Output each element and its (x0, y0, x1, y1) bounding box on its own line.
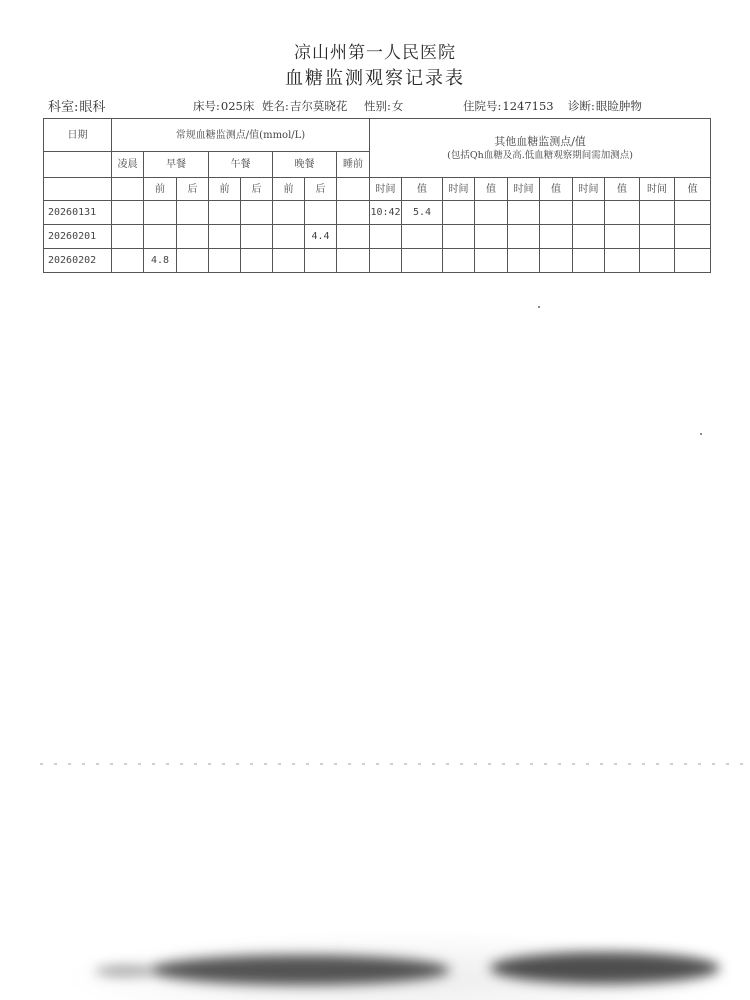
scan-speck (538, 306, 540, 308)
other-time-header-5: 时间 (640, 178, 675, 201)
diagnosis-value: 眼睑肿物 (595, 99, 642, 113)
other-time-cell (443, 201, 475, 225)
admission-value: 1247153 (502, 99, 554, 113)
routine-value-cell (209, 201, 241, 225)
other-value-cell (402, 249, 443, 273)
other-time-cell (443, 249, 475, 273)
diagnosis-info (568, 98, 642, 114)
other-value-cell (475, 201, 508, 225)
other-value-header-1: 值 (402, 178, 443, 201)
table-row (44, 249, 711, 273)
routine-value-cell (337, 249, 370, 273)
routine-value-cell (305, 201, 337, 225)
diagnosis-label: 诊断: (568, 99, 595, 113)
other-time-cell (443, 225, 475, 249)
routine-value-cell (337, 201, 370, 225)
early-morning-header: 凌晨 (112, 152, 144, 178)
other-time-header-4: 时间 (573, 178, 605, 201)
routine-header: 常规血糖监测点/值(mmol/L) (112, 119, 370, 152)
name-info (262, 98, 347, 114)
routine-value-cell (241, 201, 273, 225)
sex-info (364, 98, 403, 114)
scan-smudge-right (490, 952, 720, 984)
other-value-cell (540, 249, 573, 273)
bed-label: 床号: (193, 99, 220, 113)
routine-value-cell (177, 249, 209, 273)
other-time-header-3: 时间 (508, 178, 540, 201)
breakfast-header: 早餐 (144, 152, 209, 178)
sex-value: 女 (391, 99, 404, 113)
scan-noise-line (40, 763, 750, 765)
routine-value-cell (112, 201, 144, 225)
other-value-header-2: 值 (475, 178, 508, 201)
scan-smudge-small (95, 966, 155, 976)
other-time-cell (370, 249, 402, 273)
bedtime-subheader-blank (337, 178, 370, 201)
row-date: 20260131 (44, 201, 112, 225)
other-value-cell (675, 225, 711, 249)
sex-label: 性别: (364, 99, 391, 113)
routine-value-cell (273, 201, 305, 225)
other-time-cell (573, 249, 605, 273)
other-value-header-5: 值 (675, 178, 711, 201)
breakfast-before-header: 前 (144, 178, 177, 201)
bed-value: 025床 (220, 99, 255, 113)
routine-value-cell: 4.4 (305, 225, 337, 249)
routine-value-cell (177, 201, 209, 225)
routine-value-cell (144, 225, 177, 249)
other-time-cell (640, 201, 675, 225)
date-header-blank (44, 152, 112, 178)
other-time-cell (640, 249, 675, 273)
lunch-before-header: 前 (209, 178, 241, 201)
bed-info (193, 98, 254, 114)
routine-value-cell (337, 225, 370, 249)
routine-value-cell (273, 225, 305, 249)
other-header-title: 其他血糖监测点/值 (494, 134, 586, 148)
dinner-after-header: 后 (305, 178, 337, 201)
other-value-cell (675, 249, 711, 273)
department-value: 眼科 (79, 100, 106, 115)
breakfast-after-header: 后 (177, 178, 209, 201)
lunch-after-header: 后 (241, 178, 273, 201)
routine-value-cell: 4.8 (144, 249, 177, 273)
dinner-before-header: 前 (273, 178, 305, 201)
routine-value-cell (112, 249, 144, 273)
row-date: 20260202 (44, 249, 112, 273)
other-value-cell: 5.4 (402, 201, 443, 225)
other-header-note: (包括Qh血糖及高.低血糖观察期间需加测点) (447, 149, 633, 161)
other-time-header-1: 时间 (370, 178, 402, 201)
other-value-header-4: 值 (605, 178, 640, 201)
other-value-cell (402, 225, 443, 249)
name-label: 姓名: (262, 99, 289, 113)
admission-info (463, 98, 554, 114)
glucose-record-table (43, 118, 711, 273)
other-time-cell (508, 225, 540, 249)
other-time-cell (640, 225, 675, 249)
table-body (44, 201, 711, 273)
form-title: 血糖监测观察记录表 (285, 68, 465, 89)
routine-value-cell (209, 249, 241, 273)
date-subheader-blank (44, 178, 112, 201)
other-value-cell (475, 249, 508, 273)
other-value-cell (605, 249, 640, 273)
routine-value-cell (273, 249, 305, 273)
early-morning-subheader-blank (112, 178, 144, 201)
routine-value-cell (209, 225, 241, 249)
routine-value-cell (177, 225, 209, 249)
other-header (370, 119, 711, 178)
other-value-header-3: 值 (540, 178, 573, 201)
department-info (48, 96, 105, 115)
routine-value-cell (305, 249, 337, 273)
other-time-cell (508, 249, 540, 273)
scan-speck (700, 433, 702, 435)
other-time-cell (573, 201, 605, 225)
other-value-cell (475, 225, 508, 249)
date-header: 日期 (44, 119, 112, 152)
other-value-cell (605, 225, 640, 249)
routine-value-cell (241, 225, 273, 249)
other-value-cell (675, 201, 711, 225)
routine-value-cell (241, 249, 273, 273)
other-value-cell (540, 201, 573, 225)
dinner-header: 晚餐 (273, 152, 337, 178)
name-value: 吉尔莫晓花 (289, 99, 348, 113)
table-row (44, 225, 711, 249)
department-label: 科室: (48, 100, 79, 115)
row-date: 20260201 (44, 225, 112, 249)
other-time-cell: 10:42 (370, 201, 402, 225)
scan-smudge-left (150, 955, 450, 985)
other-value-cell (605, 201, 640, 225)
other-value-cell (540, 225, 573, 249)
lunch-header: 午餐 (209, 152, 273, 178)
other-time-header-2: 时间 (443, 178, 475, 201)
routine-value-cell (112, 225, 144, 249)
hospital-name: 凉山州第一人民医院 (294, 43, 456, 63)
bedtime-header: 睡前 (337, 152, 370, 178)
other-time-cell (573, 225, 605, 249)
other-time-cell (508, 201, 540, 225)
other-time-cell (370, 225, 402, 249)
routine-value-cell (144, 201, 177, 225)
table-row (44, 201, 711, 225)
admission-label: 住院号: (463, 99, 502, 113)
